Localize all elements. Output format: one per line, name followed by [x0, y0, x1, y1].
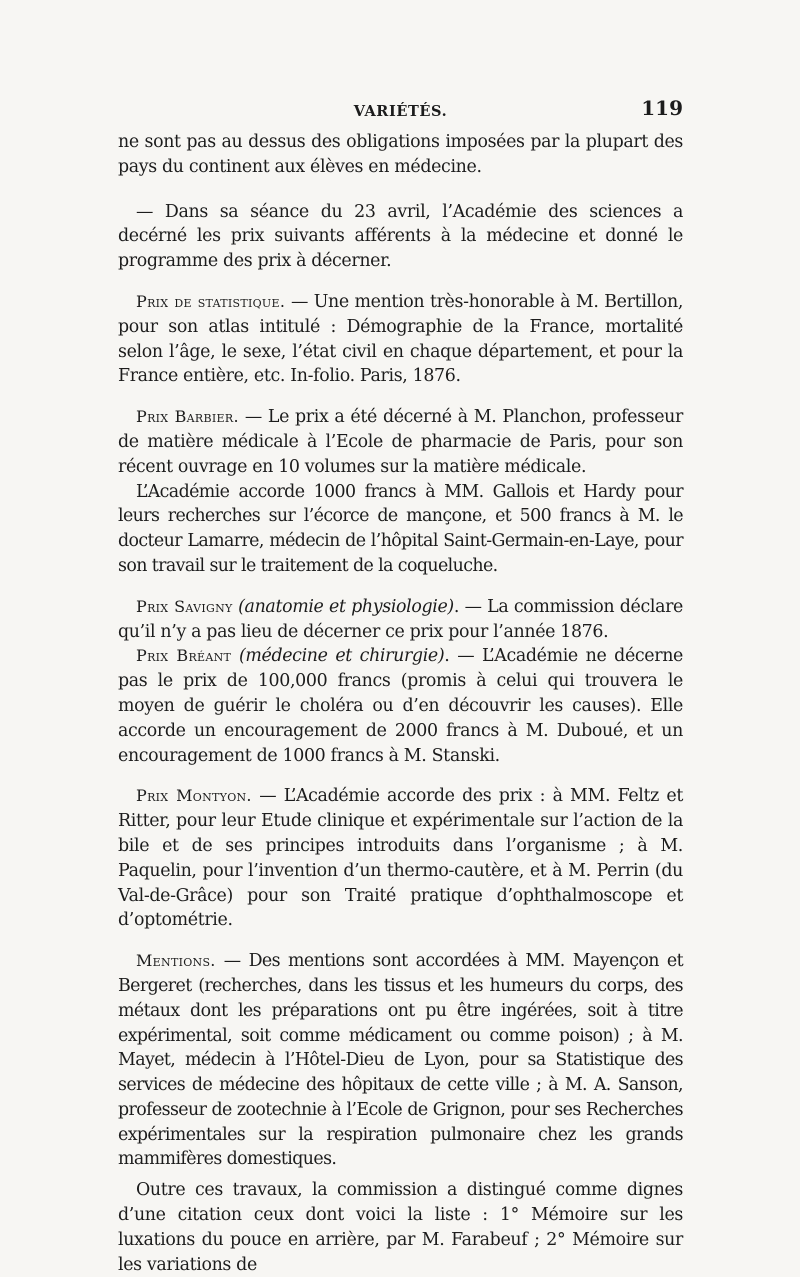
prize-label: Prix de statistique.: [136, 291, 286, 311]
book-page: [118, 96, 683, 1277]
paragraph-text: . — La commission déclare qu’il n’y a pas lieu de décerner ce prix pour l’année 1876.: [118, 596, 683, 642]
paragraph-gallois-hardy: [118, 480, 683, 579]
prize-label: Prix Montyon.: [136, 786, 252, 806]
paragraph-citations: [118, 1178, 683, 1277]
paragraph-text: ne sont pas au dessus des obligations imposées par la plupart des pays du continent aux élèves en médecine.: [118, 132, 683, 177]
prize-subject: (anatomie et physiologie): [238, 596, 454, 617]
prize-label: Mentions.: [136, 951, 216, 971]
prize-label: Prix Bréant: [136, 646, 232, 666]
paragraph-academie-seance: [118, 200, 683, 274]
paragraph-prix-savigny: [118, 595, 683, 645]
page-header: [118, 96, 683, 130]
paragraph-text: Outre ces travaux, la commission a distingué comme dignes d’une citation ceux dont voici la liste : 1° Mémoire sur les luxations du pouce en arrière, par M. Farabeuf ; 2° Mémoire sur les variations de: [118, 1180, 683, 1275]
paragraph-text: — Une mention très-honorable à M. Bertillon, pour son atlas intitulé : Démographie de la France, mortalité selon l’âge, le sexe, l’état civil en chaque département, et pour la France entière, etc. In-folio. Paris, 1876.: [118, 291, 683, 387]
paragraph-text: . — L’Académie ne décerne pas le prix de 100,000 francs (promis à celui qui trouvera le moyen de guérir le choléra ou d’en découvrir les causes). Elle accorde un encouragement de 2000 francs à M. Duboué, et un encouragement de 1000 francs à M. Stanski.: [118, 646, 683, 766]
page-number: 119: [641, 96, 683, 120]
paragraph-mentions: [118, 949, 683, 1172]
prize-label: Prix Savigny: [136, 596, 233, 616]
paragraph-prix-breant: [118, 644, 683, 768]
paragraph-text: — Dans sa séance du 23 avril, l’Académie des sciences a decérné les prix suivants afférents à la médecine et donné le programme des prix à décerner.: [118, 201, 683, 272]
paragraph-text: — Des mentions sont accordées à MM. Mayençon et Bergeret (recherches, dans les tissus et les humeurs du corps, des métaux dont les préparations ont pu être ingérées, soit à titre expérimental, soit comme médicament ou comme poison) ; à M. Mayet, médecin à l’Hôtel-Dieu de Lyon, pour sa Statistique des services de médecine des hôpitaux de cette ville ; à M. A. Sanson, professeur de zootechnie à l’Ecole de Grignon, pour ses Recherches expérimentales sur la respiration pulmonaire chez les grands mammifères domestiques.: [118, 951, 683, 1170]
paragraph-prix-montyon: [118, 784, 683, 933]
paragraph-text: — L’Académie accorde des prix : à MM. Feltz et Ritter, pour leur Etude clinique et expérimentale sur l’action de la bile et de ses principes introduits dans l’organisme ; à M. Paquelin, pour l’invention d’un thermo-cautère, et à M. Perrin (du Val-de-Grâce) pour son Traité pratique d’ophthalmoscope et d’optométrie.: [118, 786, 683, 931]
paragraph-text: L’Académie accorde 1000 francs à MM. Gallois et Hardy pour leurs recherches sur l’écorce de mançone, et 500 francs à M. le docteur Lamarre, médecin de l’hôpital Saint-Germain-en-Laye, pour son travail sur le traitement de la coqueluche.: [118, 481, 683, 576]
paragraph-prix-statistique: [118, 290, 683, 389]
paragraph-text: — Le prix a été décerné à M. Planchon, professeur de matière médicale à l’Ecole de pharmacie de Paris, pour son récent ouvrage en 10 volumes sur la matière médicale.: [118, 407, 683, 477]
paragraph-continuation: [118, 130, 683, 180]
prize-label: Prix Barbier.: [136, 407, 239, 427]
prize-subject: (médecine et chirurgie): [238, 646, 445, 667]
paragraph-prix-barbier: [118, 405, 683, 479]
running-title: VARIÉTÉS.: [353, 103, 448, 120]
